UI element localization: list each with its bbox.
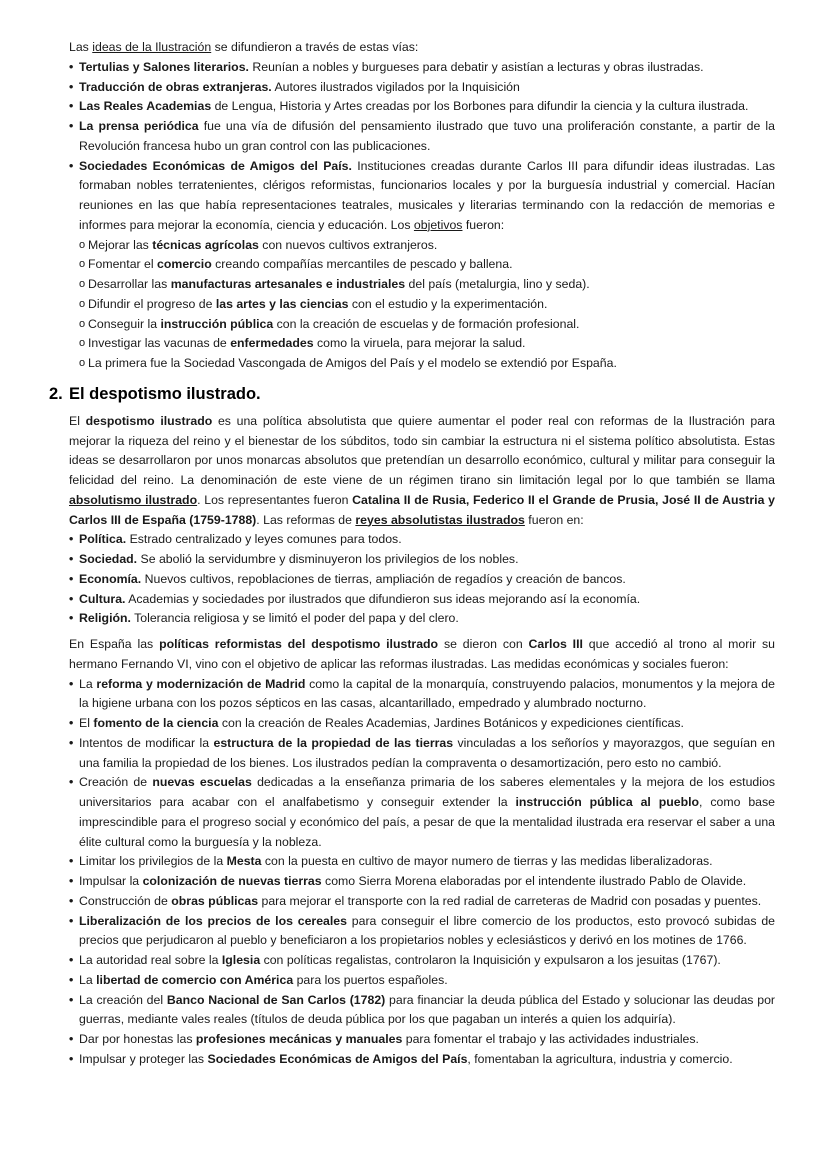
list-item: • Construcción de obras públicas para mejorar el transporte con la red radial de carreteras de Madrid con posadas y puentes. (69, 892, 775, 912)
ideas-link-text: ideas de la Ilustración (92, 40, 212, 54)
list-item: • La libertad de comercio con América para los puertos españoles. (69, 971, 775, 991)
list-item: • La creación del Banco Nacional de San Carlos (1782) para financiar la deuda pública del Estado y solucionar las deudas por guerras, mediante vales reales (títulos de deuda pública por los que pagaban un interés a quien los adquiría). (69, 991, 775, 1031)
list-item: • Tertulias y Salones literarios. Reunían a nobles y burgueses para debatir y asistían a lecturas y obras ilustradas. (69, 58, 775, 78)
list-item: • Traducción de obras extranjeras. Autores ilustrados vigilados por la Inquisición (69, 78, 775, 98)
objetivo-item: o Investigar las vacunas de enfermedades como la viruela, para mejorar la salud. (79, 334, 775, 354)
document-page (49, 38, 776, 1070)
list-item: • El fomento de la ciencia con la creación de Reales Academias, Jardines Botánicos y expediciones científicas. (69, 714, 775, 734)
objetivo-item: o Fomentar el comercio creando compañías mercantiles de pescado y ballena. (79, 255, 775, 275)
objetivo-item: o Mejorar las técnicas agrícolas con nuevos cultivos extranjeros. (79, 236, 775, 256)
list-item: • Economía. Nuevos cultivos, repoblaciones de tierras, ampliación de regadíos y creación de bancos. (69, 570, 775, 590)
espana-paragraph: En España las políticas reformistas del despotismo ilustrado se dieron con Carlos III que accedió al trono al morir su hermano Fernando VI, vino con el objetivo de aplicar las reformas ilustradas. Las medidas económicas y sociales fueron: (69, 637, 776, 671)
list-item: • Dar por honestas las profesiones mecánicas y manuales para fomentar el trabajo y las actividades industriales. (69, 1030, 775, 1050)
list-item: • Cultura. Academias y sociedades por ilustrados que difundieron sus ideas mejorando así la economía. (69, 590, 775, 610)
list-item: • Creación de nuevas escuelas dedicadas a la enseñanza primaria de los saberes elementales y la mejora de los estudios universitarios para acabar con el analfabetismo y conseguir extender la instrucción pública al pueblo, como base imprescindible para el progreso social y económico del país, a pesar de que la mentalidad ilustrada era reservar el saber a una élite cultural como la burguesía y la nobleza. (69, 773, 775, 852)
section-number: 2. (49, 384, 63, 403)
list-item: • Intentos de modificar la estructura de la propiedad de las tierras vinculadas a los señoríos y mayorazgos, que seguían en una familia la propiedad de los bienes. Los ilustrados pedían la compraventa o desamortización, pero esto no cambió. (69, 734, 775, 774)
reformas-list (69, 530, 775, 629)
list-item: • Impulsar la colonización de nuevas tierras como Sierra Morena elaboradas por el intendente ilustrado Pablo de Olavide. (69, 872, 775, 892)
vias-intro: Las ideas de la Ilustración se difundieron a través de estas vías: (69, 40, 419, 54)
section-title: El despotismo ilustrado. (69, 384, 261, 403)
list-item: • Impulsar y proteger las Sociedades Económicas de Amigos del País, fomentaban la agricultura, industria y comercio. (69, 1050, 775, 1070)
list-item: • La prensa periódica fue una vía de difusión del pensamiento ilustrado que tuvo una proliferación constante, a partir de la Revolución francesa hubo un gran control con las publicaciones. (69, 117, 775, 157)
objetivo-item: o Desarrollar las manufacturas artesanales e industriales del país (metalurgia, lino y seda). (79, 275, 775, 295)
list-item: • Religión. Tolerancia religiosa y se limitó el poder del papa y del clero. (69, 609, 775, 629)
list-item: • Política. Estrado centralizado y leyes comunes para todos. (69, 530, 775, 550)
objetivo-item: o Difundir el progreso de las artes y las ciencias con el estudio y la experimentación. (79, 295, 775, 315)
list-item: • Las Reales Academias de Lengua, Historia y Artes creadas por los Borbones para difundir la ciencia y la cultura ilustrada. (69, 97, 775, 117)
objetivo-item: o Conseguir la instrucción pública con la creación de escuelas y de formación profesional. (79, 315, 775, 335)
medidas-list (69, 675, 775, 1070)
section-heading (49, 383, 775, 405)
objetivo-item: o La primera fue la Sociedad Vascongada de Amigos del País y el modelo se extendió por España. (79, 354, 775, 374)
list-item: • Limitar los privilegios de la Mesta con la puesta en cultivo de mayor numero de tierras y las medidas liberalizadoras. (69, 852, 775, 872)
despotismo-paragraph: El despotismo ilustrado es una política absolutista que quiere aumentar el poder real con reformas de la Ilustración para mejorar la riqueza del reino y el bienestar de los súbditos, todo sin cambiar la estructura ni el sistema político absolutista. Estas ideas se desarrollaron por unos monarcas absolutos que pretendían un desarrollo económico, cultural y militar para conseguir la felicidad del reino. La denominación de este viene de un régimen tirano sin limitación legal por lo que también se llama absolutismo ilustrado. Los representantes fueron Catalina II de Rusia, Federico II el Grande de Prusia, José II de Austria y Carlos III de España (1759-1788). Las reformas de reyes absolutistas ilustrados fueron en: (69, 413, 775, 527)
objetivos-list (69, 236, 775, 374)
list-item: • Liberalización de los precios de los cereales para conseguir el libre comercio de los productos, esto provocó subidas de precios que perjudicaron al pueblo y beneficiaron a los propietarios nobles y eclesiásticos y derivó en los motines de 1766. (69, 912, 775, 952)
list-item-sociedades: • Sociedades Económicas de Amigos del País. Instituciones creadas durante Carlos III para difundir ideas ilustradas. Las formaban nobles terratenientes, clérigos reformistas, funcionarios locales y por la burguesía industrial y comercial. Hacían reuniones en las que había representaciones teatrales, musicales y literarias terminando con la redacción de memorias e informes para mejorar la economía, ciencia y educación. Los objetivos fueron: (69, 157, 775, 236)
vias-list (69, 58, 775, 236)
list-item: • Sociedad. Se abolió la servidumbre y disminuyeron los privilegios de los nobles. (69, 550, 775, 570)
list-item: • La reforma y modernización de Madrid como la capital de la monarquía, construyendo palacios, monumentos y la mejora de la higiene urbana con los pozos sépticos en las casas, alcantarillado, empedrado y alumbrado nocturno. (69, 675, 775, 715)
list-item: • La autoridad real sobre la Iglesia con políticas regalistas, controlaron la Inquisición y expulsaron a los jesuitas (1767). (69, 951, 775, 971)
